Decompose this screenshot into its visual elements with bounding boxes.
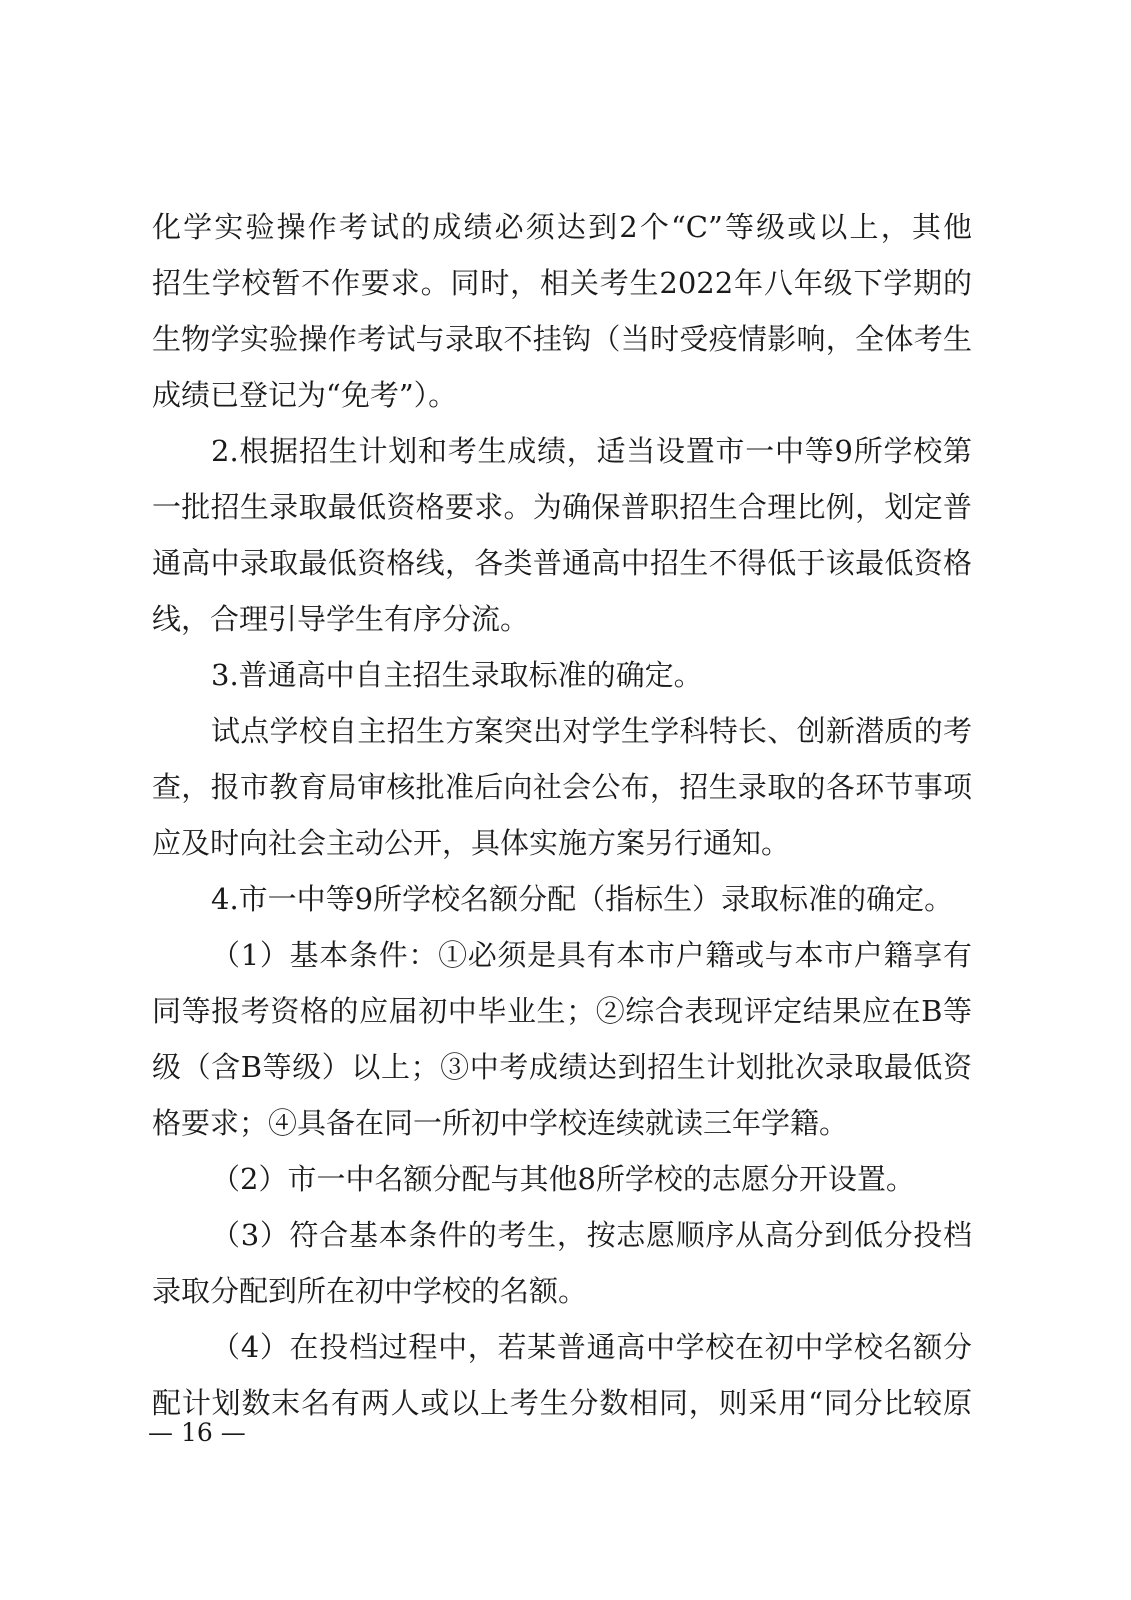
page-number: — 16 — <box>148 1418 246 1447</box>
body-line-3: 生物学实验操作考试与录取不挂钩（当时受疫情影响，全体考生 <box>152 322 972 356</box>
body-line-2: 招生学校暂不作要求。同时，相关考生2022年八年级下学期的 <box>152 266 972 300</box>
body-line-12: 应及时向社会主动公开，具体实施方案另行通知。 <box>152 826 791 860</box>
section-heading-4: 4.市一中等9所学校名额分配（指标生）录取标准的确定。 <box>211 882 954 916</box>
body-line-7: 通高中录取最低资格线，各类普通高中招生不得低于该最低资格 <box>152 546 972 580</box>
body-line-8: 线，合理引导学生有序分流。 <box>152 602 530 636</box>
section-heading-3: 3.普通高中自主招生录取标准的确定。 <box>211 658 703 692</box>
body-line-22: 配计划数末名有两人或以上考生分数相同，则采用“同分比较原 <box>152 1386 972 1420</box>
body-line-10: 试点学校自主招生方案突出对学生学科特长、创新潜质的考 <box>211 714 972 748</box>
body-line-14: （1）基本条件：①必须是具有本市户籍或与本市户籍享有 <box>211 938 972 972</box>
body-line-1: 化学实验操作考试的成绩必须达到2个“C”等级或以上，其他 <box>152 210 972 244</box>
body-line-4: 成绩已登记为“免考”）。 <box>152 378 458 412</box>
body-line-16: 级（含B等级）以上；③中考成绩达到招生计划批次录取最低资 <box>152 1050 972 1084</box>
body-line-18: （2）市一中名额分配与其他8所学校的志愿分开设置。 <box>211 1162 915 1196</box>
body-line-21: （4）在投档过程中，若某普通高中学校在初中学校名额分 <box>211 1330 972 1364</box>
body-line-6: 一批招生录取最低资格要求。为确保普职招生合理比例，划定普 <box>152 490 972 524</box>
body-line-11: 查，报市教育局审核批准后向社会公布，招生录取的各环节事项 <box>152 770 972 804</box>
body-line-19: （3）符合基本条件的考生，按志愿顺序从高分到低分投档 <box>211 1218 972 1252</box>
body-line-17: 格要求；④具备在同一所初中学校连续就读三年学籍。 <box>152 1106 849 1140</box>
body-line-15: 同等报考资格的应届初中毕业生；②综合表现评定结果应在B等 <box>152 994 972 1028</box>
body-line-20: 录取分配到所在初中学校的名额。 <box>152 1274 588 1308</box>
body-line-5: 2.根据招生计划和考生成绩，适当设置市一中等9所学校第 <box>211 434 972 468</box>
